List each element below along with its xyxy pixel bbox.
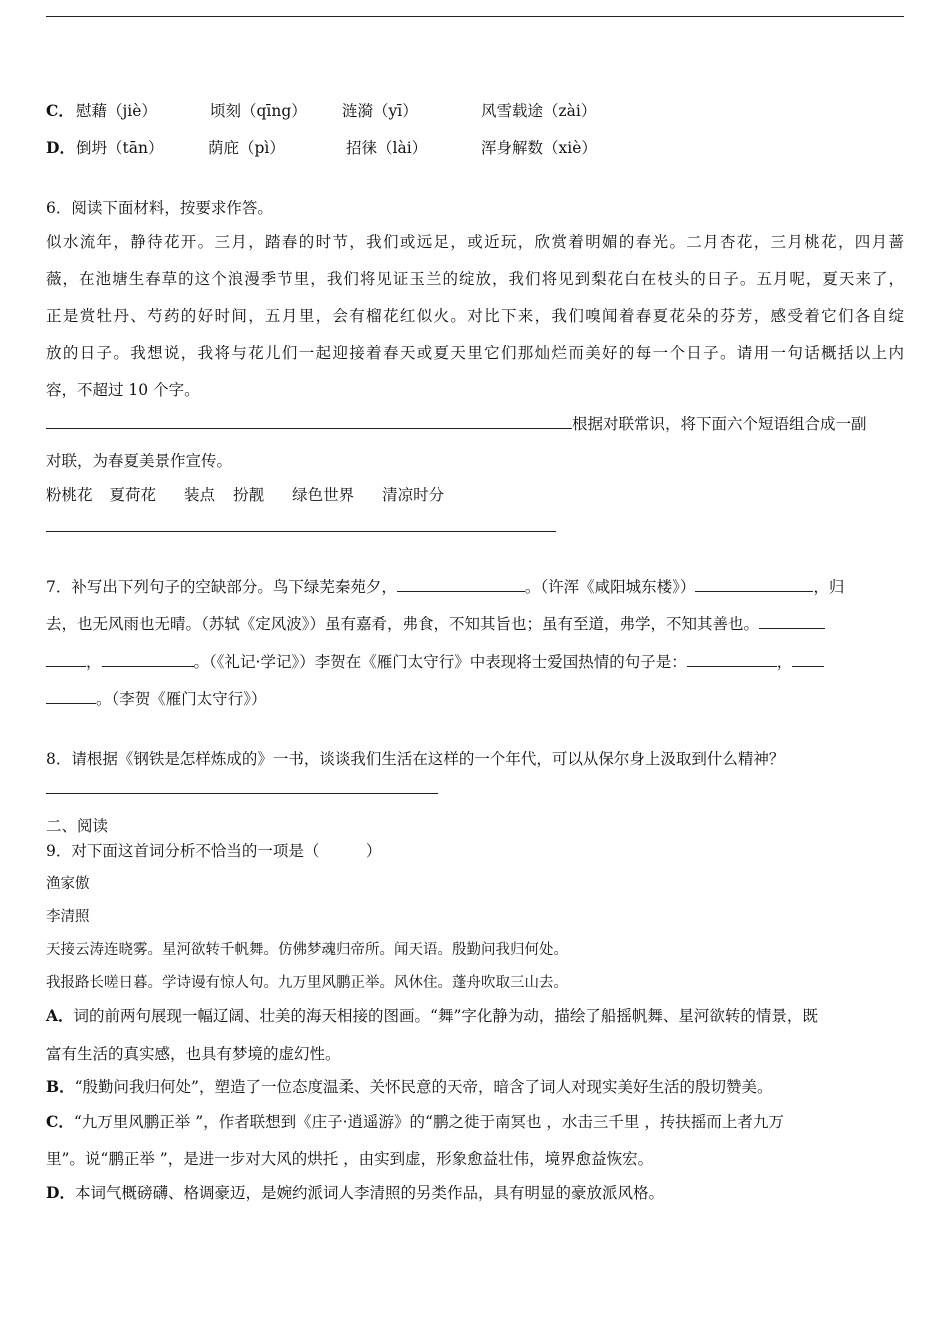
answer-blank[interactable] (46, 414, 572, 429)
answer-blank[interactable] (759, 614, 825, 629)
poem-line: 我报路长嗟日暮。学诗谩有惊人句。九万里风鹏正举。风休住。蓬舟吹取三山去。 (46, 975, 568, 991)
q6-answer-row (46, 414, 867, 434)
option-c-item: 风雪载途（zài） (481, 102, 597, 120)
q7-text: 。（李贺《雁门太守行》） (96, 690, 267, 708)
option-c-text: “九万里风鹏正举 ”，作者联想到《庄子·逍遥游》的“鹏之徙于南冥也 ，水击三千里 ，抟扶摇而上者九万 (73, 1113, 784, 1131)
q6-couplet-answer (46, 517, 556, 537)
q7-text: 。（《礼记·学记》）李贺在《雁门太守行》中表现将士爱国热情的句子是： (193, 653, 687, 671)
option-d-item: 倒坍（tān） (76, 139, 164, 157)
option-c-cont: 里”。说“鹏正举 ”，是进一步对大风的烘托 ，由实到虚，形象愈益壮伟，境界愈益恢宏。 (46, 1150, 654, 1168)
option-a-text: 词的前两句展现一幅辽阔、壮美的海天相接的图画。“舞”字化静为动，描绘了船摇帆舞、星河欲转的情景，既 (73, 1007, 818, 1025)
option-d-item: 荫庇（pì） (208, 139, 285, 157)
option-d-item: 浑身解数（xiè） (481, 139, 597, 157)
header-rule (46, 16, 904, 17)
option-c (46, 1112, 784, 1132)
phrase: 扮靓 (233, 486, 265, 504)
option-d-label: D． (46, 1183, 75, 1202)
answer-blank[interactable] (46, 517, 556, 532)
q7-line (46, 577, 844, 597)
q6-passage-line: 薇，在池塘生春草的这个浪漫季节里，我们将见证玉兰的绽放，我们将见到梨花白在枝头的日子。五月呢，夏天来了， (46, 270, 904, 288)
option-b (46, 1077, 772, 1097)
answer-blank[interactable] (687, 652, 777, 667)
answer-blank[interactable] (792, 652, 824, 667)
answer-blank[interactable] (46, 652, 86, 667)
q6-couplet-line: 对联，为春夏美景作宣传。 (46, 452, 233, 470)
poem-author: 李清照 (46, 909, 90, 925)
poem-line: 天接云涛连晓雾。星河欲转千帆舞。仿佛梦魂归帝所。闻天语。殷勤问我归何处。 (46, 942, 568, 958)
option-c-item: 顷刻（qīng） (210, 102, 307, 120)
q7-text: ，归 (813, 578, 845, 596)
poem-title: 渔家傲 (46, 876, 90, 892)
q7-text: ， (776, 653, 793, 671)
option-b-text: “殷勤问我归何处”，塑造了一位态度温柔、关怀民意的天帝，暗含了词人对现实美好生活的殷切赞美。 (74, 1078, 773, 1096)
option-c-item: 涟漪（yī） (342, 102, 418, 120)
phrase: 清凉时分 (382, 486, 445, 504)
q7-text: ， (86, 653, 102, 671)
option-d (46, 1183, 664, 1203)
q7-text: 7．补写出下列句子的空缺部分。鸟下绿芜秦苑夕， (46, 578, 397, 596)
answer-blank[interactable] (102, 652, 194, 667)
answer-blank[interactable] (46, 689, 96, 704)
q6-heading: 6．阅读下面材料，按要求作答。 (46, 199, 273, 217)
option-a-cont: 富有生活的真实感，也具有梦境的虚幻性。 (46, 1045, 341, 1063)
option-c-label: C． (46, 101, 74, 120)
q7-text: 。（许浑《咸阳城东楼》） (524, 578, 696, 596)
answer-blank[interactable] (695, 577, 813, 592)
answer-blank[interactable] (46, 779, 438, 794)
q6-couplet-instruction: 根据对联常识，将下面六个短语组合成一副 (572, 415, 867, 433)
option-d-text: 本词气概磅礴、格调豪迈，是婉约派词人李清照的另类作品，具有明显的豪放派风格。 (74, 1184, 664, 1202)
option-a (46, 1006, 818, 1026)
section-heading: 二、阅读 (46, 817, 109, 835)
q7-line (46, 689, 267, 709)
q7-text: 去，也无风雨也无晴。（苏轼《定风波》）虽有嘉肴，弗食，不知其旨也；虽有至道，弗学，不知其善也。 (46, 615, 760, 633)
q6-phrase-row (46, 485, 444, 505)
q9-heading: 9．对下面这首词分析不恰当的一项是（ ） (46, 842, 382, 860)
phrase: 装点 (184, 486, 216, 504)
q8-answer (46, 779, 438, 799)
phrase: 粉桃花 (46, 486, 93, 504)
option-a-label: A． (46, 1006, 74, 1025)
option-b-label: B． (46, 1077, 75, 1096)
option-d-item: 招徕（lài） (346, 139, 428, 157)
phrase: 绿色世界 (292, 486, 355, 504)
option-c-label: C． (46, 1112, 74, 1131)
q7-line (46, 652, 824, 672)
q6-passage-line: 放的日子。我想说，我将与花儿们一起迎接着春天或夏天里它们那灿烂而美好的每一个日子。请用一句话概括以上内 (46, 344, 904, 362)
option-d-label: D． (46, 138, 75, 157)
q6-passage-line: 似水流年，静待花开。三月，踏春的时节，我们或远足，或近玩，欣赏着明媚的春光。二月杏花，三月桃花，四月蔷 (46, 233, 904, 251)
option-c-item: 慰藉（jiè） (76, 102, 157, 120)
q8-text: 8．请根据《钢铁是怎样炼成的》一书，谈谈我们生活在这样的一个年代，可以从保尔身上汲取到什么精神？ (46, 750, 785, 768)
q6-passage-line: 容，不超过 10 个字。 (46, 381, 200, 399)
q7-line (46, 614, 825, 634)
q6-passage-line: 正是赏牡丹、芍药的好时间，五月里，会有榴花红似火。对比下来，我们嗅闻着春夏花朵的芬芳，感受着它们各自绽 (46, 307, 904, 325)
answer-blank[interactable] (397, 577, 525, 592)
phrase: 夏荷花 (109, 486, 157, 504)
